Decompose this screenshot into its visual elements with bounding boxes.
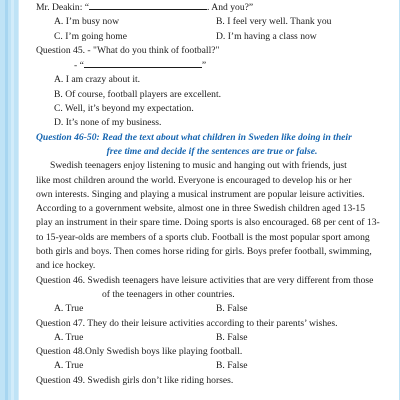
question-46-label: Question 46. Swedish teenagers have leisure activities that are very different from those: [36, 274, 374, 286]
question-45-reply: - “ ”: [74, 60, 207, 72]
question-45-label: Question 45. - "What do you think of football?": [36, 44, 220, 56]
option-false: B. False: [216, 331, 248, 343]
option-true: A. True: [54, 303, 84, 315]
option-a: A. I am crazy about it.: [54, 74, 141, 86]
passage-line: own interests. Singing and playing a musical instrument are popular leisure activities.: [36, 188, 365, 200]
document-page: [18, 0, 399, 400]
question-47-options: [36, 331, 388, 345]
question-44-options-row-2: [36, 30, 388, 44]
passage-line: Swedish teenagers enjoy listening to music and hanging out with friends, just: [50, 160, 347, 172]
page-content: [36, 0, 388, 388]
question-47-label: Question 47. They do their leisure activities according to their parents’ wishes.: [36, 317, 338, 329]
decorative-border-stripe: [5, 0, 8, 400]
reading-passage: [36, 159, 388, 273]
option-d: D. It’s none of my business.: [54, 117, 162, 129]
option-true: A. True: [54, 360, 84, 372]
option-c: C. Well, it’s beyond my expectation.: [54, 103, 194, 115]
answer-blank: [84, 58, 202, 68]
option-false: B. False: [216, 303, 248, 315]
option-d: D. I’m having a class now: [216, 30, 317, 42]
question-49-label: Question 49. Swedish girls don’t like riding horses.: [36, 374, 234, 386]
option-false: B. False: [216, 360, 248, 372]
question-48-options: [36, 359, 388, 373]
section-heading-line: Question 46-50: Read the text about what children in Sweden like doing in their: [36, 131, 352, 143]
option-a: A. I’m busy now: [54, 16, 120, 28]
section-heading-line: free time and decide if the sentences are true or false.: [106, 145, 318, 157]
passage-line: both girls and boys. Then comes horse riding for girls. Boys prefer football, swimming,: [36, 246, 372, 258]
answer-blank: [89, 0, 207, 10]
passage-line: to 15-year-olds are members of a sports club. Football is the most popular sport among: [36, 231, 370, 243]
question-46-options: [36, 302, 388, 316]
section-heading: [36, 131, 388, 160]
question-44-prompt: Mr. Deakin: “ . And you?”: [36, 2, 254, 13]
question-46-label-cont: of the teenagers in other countries.: [102, 288, 235, 300]
option-b: B. I feel very well. Thank you: [216, 16, 332, 28]
option-c: C. I’m going home: [54, 30, 128, 42]
option-true: A. True: [54, 331, 84, 343]
question-44-options-row-1: [36, 15, 388, 29]
question-48-label: Question 48.Only Swedish boys like playing football.: [36, 346, 243, 358]
option-b: B. Of course, football players are excellent.: [54, 88, 222, 100]
passage-line: According to a government website, almost one in three Swedish children aged 13-15: [36, 203, 366, 215]
passage-line: like most children around the world. Everyone is encouraged to develop his or her: [36, 174, 352, 186]
decorative-border-stripe: [11, 0, 14, 400]
passage-line: play an instrument in their spare time. Doing sports is also encouraged. 68 per cent of 13-: [36, 217, 380, 229]
passage-line: and ice hockey.: [36, 260, 96, 272]
